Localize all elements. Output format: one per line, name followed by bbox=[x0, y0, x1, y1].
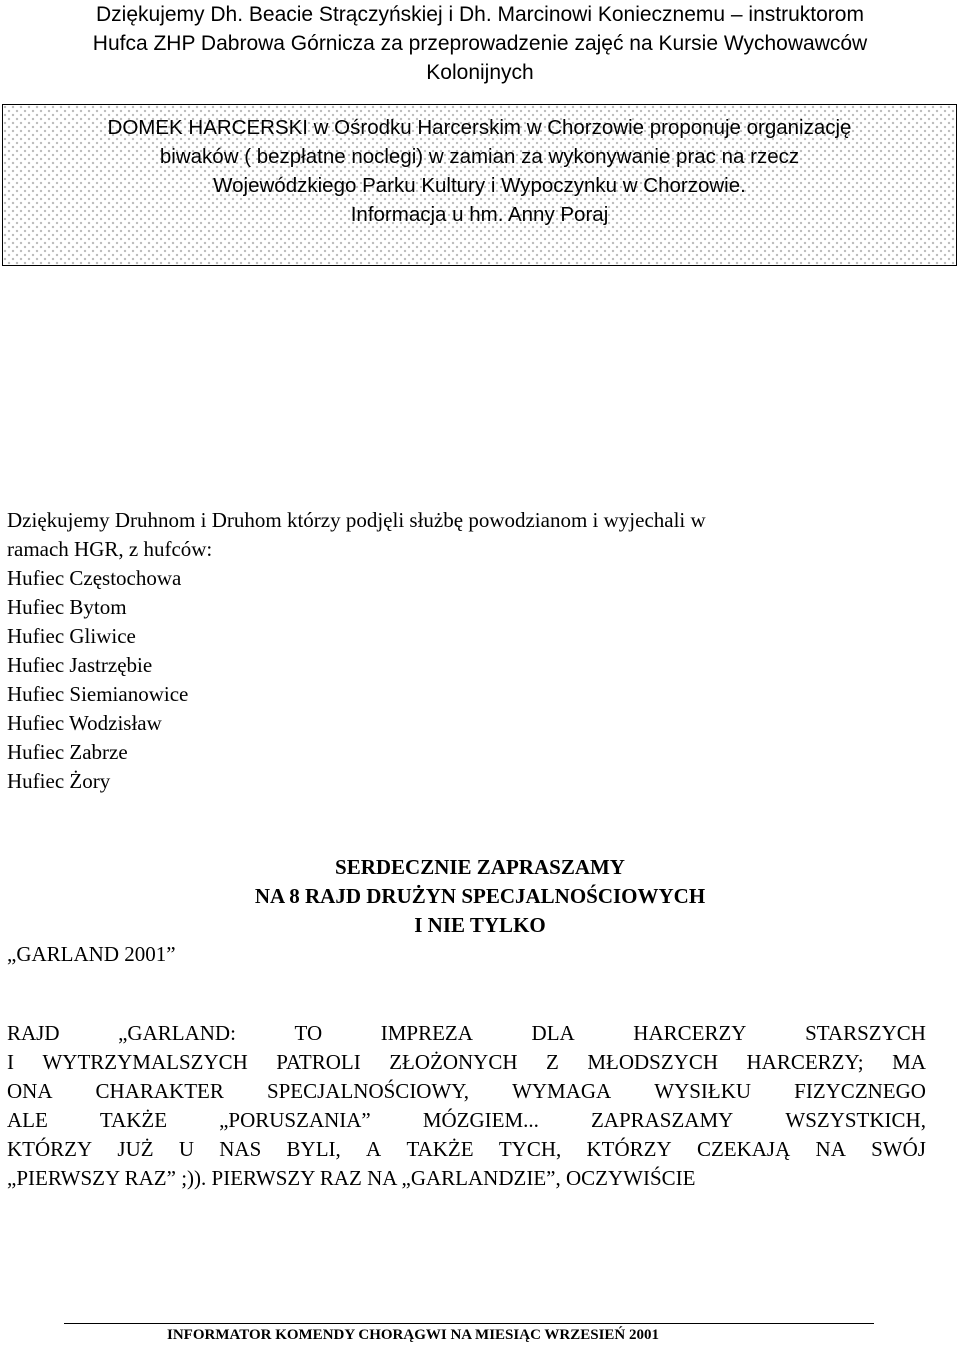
word: HARCERZY bbox=[633, 1021, 747, 1045]
word: RAJD bbox=[7, 1021, 60, 1045]
word: ZAPRASZAMY bbox=[590, 1108, 734, 1132]
word: MÓZGIEM... bbox=[422, 1108, 539, 1132]
word: ONA bbox=[7, 1079, 53, 1103]
word: JUŻ bbox=[117, 1137, 154, 1161]
word: ZŁOŻONYCH bbox=[389, 1050, 518, 1074]
thanks-druhs-paragraph bbox=[7, 506, 947, 796]
word: „GARLAND: bbox=[118, 1021, 236, 1045]
word: NA bbox=[815, 1137, 846, 1161]
word: BYLI, bbox=[286, 1137, 341, 1161]
list-item: Hufiec Wodzisław bbox=[7, 711, 162, 735]
word: U bbox=[178, 1137, 195, 1161]
justified-line bbox=[7, 1048, 926, 1077]
heading-line: SERDECZNIE ZAPRASZAMY bbox=[335, 855, 625, 879]
text-line: ramach HGR, z hufców: bbox=[7, 537, 213, 561]
domek-harcerski-box bbox=[2, 104, 957, 266]
word: WYMAGA bbox=[512, 1079, 612, 1103]
word: Z bbox=[546, 1050, 559, 1074]
thanks-instructors-paragraph bbox=[0, 0, 960, 87]
word: KTÓRZY bbox=[7, 1137, 93, 1161]
word: PATROLI bbox=[276, 1050, 361, 1074]
word: ALE bbox=[7, 1108, 48, 1132]
word: WSZYSTKICH, bbox=[785, 1108, 926, 1132]
word: SPECJALNOŚCIOWY, bbox=[266, 1079, 470, 1103]
justified-line bbox=[7, 1019, 926, 1048]
word: STARSZYCH bbox=[805, 1021, 926, 1045]
word: TO bbox=[294, 1021, 323, 1045]
heading-line: I NIE TYLKO bbox=[414, 913, 546, 937]
footer-text: INFORMATOR KOMENDY CHORĄGWI NA MIESIĄC WRZESIEŃ 2001 bbox=[167, 1327, 659, 1343]
hufce-list bbox=[7, 564, 947, 796]
word: „PORUSZANIA” bbox=[219, 1108, 371, 1132]
invitation-heading bbox=[0, 853, 960, 940]
word: TYCH, bbox=[498, 1137, 562, 1161]
text-line: Kolonijnych bbox=[426, 61, 534, 84]
box-line: biwaków ( bezpłatne noclegi) w zamian za wykonywanie prac na rzecz bbox=[159, 145, 800, 168]
word: WYTRZYMALSZYCH bbox=[42, 1050, 248, 1074]
word: IMPREZA bbox=[380, 1021, 473, 1045]
list-item: Hufiec Siemianowice bbox=[7, 682, 189, 706]
list-item: Hufiec Zabrze bbox=[7, 740, 128, 764]
box-line: DOMEK HARCERSKI w Ośrodku Harcerskim w Chorzowie proponuje organizację bbox=[107, 116, 852, 139]
word: HARCERZY; bbox=[746, 1050, 864, 1074]
list-item: Hufiec Bytom bbox=[7, 595, 127, 619]
word: DLA bbox=[531, 1021, 575, 1045]
last-line: „PIERWSZY RAZ” ;)). PIERWSZY RAZ NA „GARLANDZIE”, OCZYWIŚCIE bbox=[7, 1166, 696, 1190]
word: FIZYCZNEGO bbox=[794, 1079, 926, 1103]
text-line: Dziękujemy Druhnom i Druhom którzy podjęli służbę powodzianom i wyjechali w bbox=[7, 508, 706, 532]
list-item: Hufiec Jastrzębie bbox=[7, 653, 153, 677]
word: TAKŻE bbox=[406, 1137, 474, 1161]
text-line: Hufca ZHP Dabrowa Górnicza za przeprowadzenie zajęć na Kursie Wychowawców bbox=[92, 32, 868, 55]
footer-rule bbox=[64, 1323, 874, 1324]
list-item: Hufiec Gliwice bbox=[7, 624, 136, 648]
justified-line bbox=[7, 1077, 926, 1106]
box-line: Wojewódzkiego Parku Kultury i Wypoczynku w Chorzowie. bbox=[213, 174, 746, 197]
justified-line bbox=[7, 1106, 926, 1135]
heading-line: NA 8 RAJD DRUŻYN SPECJALNOŚCIOWYCH bbox=[254, 884, 706, 908]
word: MŁODSZYCH bbox=[587, 1050, 719, 1074]
word: I bbox=[7, 1050, 14, 1074]
word: MA bbox=[892, 1050, 926, 1074]
list-item: Hufiec Żory bbox=[7, 769, 111, 793]
word: NAS bbox=[219, 1137, 262, 1161]
word: TAKŻE bbox=[99, 1108, 168, 1132]
list-item: Hufiec Częstochowa bbox=[7, 566, 182, 590]
word: WYSIŁKU bbox=[654, 1079, 752, 1103]
rajd-description bbox=[7, 1019, 926, 1193]
word: KTÓRZY bbox=[586, 1137, 672, 1161]
word: CZEKAJĄ bbox=[696, 1137, 791, 1161]
event-name: „GARLAND 2001” bbox=[7, 942, 176, 966]
justified-line bbox=[7, 1135, 926, 1164]
text-line: Dziękujemy Dh. Beacie Strączyńskiej i Dh. Marcinowi Koniecznemu – instruktorom bbox=[96, 3, 864, 26]
word: SWÓJ bbox=[871, 1137, 926, 1161]
box-line: Informacja u hm. Anny Poraj bbox=[350, 203, 609, 226]
word: CHARAKTER bbox=[95, 1079, 224, 1103]
word: A bbox=[366, 1137, 382, 1161]
